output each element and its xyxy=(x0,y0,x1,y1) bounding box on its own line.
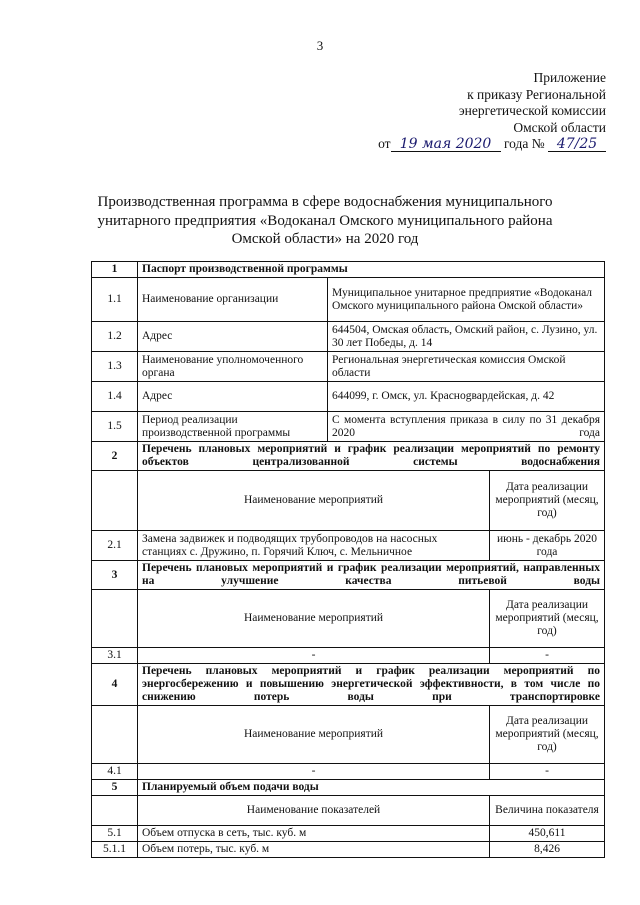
column-header-row xyxy=(92,471,605,531)
order-mid: года № xyxy=(503,136,545,151)
section-heading: Планируемый объем подачи воды xyxy=(138,780,605,796)
section-number: 5 xyxy=(92,780,138,796)
appendix-line: энергетической комиссии xyxy=(458,103,606,118)
row-name: - xyxy=(138,648,490,664)
row-value: 8,426 xyxy=(490,842,605,858)
row-number: 1.1 xyxy=(92,278,138,322)
column-header: Наименование показателей xyxy=(138,796,490,826)
table-row xyxy=(92,382,605,412)
row-number: 1.3 xyxy=(92,352,138,382)
column-header-row xyxy=(92,590,605,648)
row-label: Период реализации производственной программы xyxy=(138,412,328,442)
row-value: 644504, Омская область, Омский район, с. Лузино, ул. 30 лет Победы, д. 14 xyxy=(328,322,605,352)
row-number: 5.1.1 xyxy=(92,842,138,858)
appendix-line: Приложение xyxy=(533,70,606,85)
section-header xyxy=(92,664,605,706)
row-label: Наименование организации xyxy=(138,278,328,322)
page-number: 3 xyxy=(316,38,324,53)
section-number: 4 xyxy=(92,664,138,706)
column-header: Дата реализации мероприятий (месяц, год) xyxy=(490,590,605,648)
order-date-handwritten: 19 мая 2020 xyxy=(391,137,501,152)
column-header: Дата реализации мероприятий (месяц, год) xyxy=(490,471,605,531)
table-row xyxy=(92,412,605,442)
row-number: 1.5 xyxy=(92,412,138,442)
section-number: 1 xyxy=(92,262,138,278)
table-row xyxy=(92,764,605,780)
row-number: 1.4 xyxy=(92,382,138,412)
row-value: С момента вступления приказа в силу по 31 декабря 2020 года xyxy=(328,412,605,442)
row-name: Замена задвижек и подводящих трубопроводов на насосных станциях с. Дружино, п. Горячий Ключ, с. Мельничное xyxy=(138,531,490,561)
column-header: Величина показателя xyxy=(490,796,605,826)
table-row xyxy=(92,826,605,842)
row-value: 644099, г. Омск, ул. Краснogвардейская, д. 42 xyxy=(328,382,605,412)
row-number: 5.1 xyxy=(92,826,138,842)
row-name: - xyxy=(138,764,490,780)
section-heading: Перечень плановых мероприятий и график реализации мероприятий по ремонту объектов централизованной системы водоснабжения xyxy=(138,442,605,471)
section-header xyxy=(92,780,605,796)
column-header-row xyxy=(92,706,605,764)
section-number: 2 xyxy=(92,442,138,471)
row-label: Адрес xyxy=(138,382,328,412)
order-number-handwritten: 47/25 xyxy=(548,137,606,152)
program-table xyxy=(91,261,605,858)
row-name: Объем потерь, тыс. куб. м xyxy=(138,842,490,858)
table-row xyxy=(92,278,605,322)
row-name: Объем отпуска в сеть, тыс. куб. м xyxy=(138,826,490,842)
section-heading: Перечень плановых мероприятий и график реализации мероприятий по энергосбережению и повышению энергетической эффективности, в том числе по снижению потерь воды при транспортировке xyxy=(138,664,605,706)
section-heading: Паспорт производственной программы xyxy=(138,262,605,278)
row-number: 2.1 xyxy=(92,531,138,561)
row-label: Адрес xyxy=(138,322,328,352)
appendix-line: Омской области xyxy=(513,119,606,135)
section-number: 3 xyxy=(92,561,138,590)
table-row xyxy=(92,648,605,664)
order-prefix: от xyxy=(378,136,391,151)
table-row xyxy=(92,842,605,858)
column-header: Дата реализации мероприятий (месяц, год) xyxy=(490,706,605,764)
column-header: Наименование мероприятий xyxy=(138,590,490,648)
section-header xyxy=(92,442,605,471)
appendix-line: к приказу Региональной xyxy=(467,86,606,102)
row-number: 3.1 xyxy=(92,648,138,664)
section-heading: Перечень плановых мероприятий и график реализации мероприятий, направленных на улучшение качества питьевой воды xyxy=(138,561,605,590)
order-line xyxy=(366,136,606,153)
section-header xyxy=(92,262,605,278)
row-value: Муниципальное унитарное предприятие «Водоканал Омского муниципального района Омской области» xyxy=(328,278,605,322)
column-header-row xyxy=(92,796,605,826)
row-label: Наименование уполномоченного органа xyxy=(138,352,328,382)
table-row xyxy=(92,352,605,382)
column-header: Наименование мероприятий xyxy=(138,706,490,764)
row-date: - xyxy=(490,764,605,780)
row-value: Региональная энергетическая комиссия Омской области xyxy=(328,352,605,382)
table-row xyxy=(92,322,605,352)
section-header xyxy=(92,561,605,590)
document-title: Производственная программа в сфере водоснабжения муниципального унитарного предприятия «Водоканал Омского муниципального района Омской области» на 2020 год xyxy=(97,194,553,247)
column-header: Наименование мероприятий xyxy=(138,471,490,531)
row-date: июнь - декабрь 2020 года xyxy=(490,531,605,561)
row-value: 450,611 xyxy=(490,826,605,842)
appendix-block xyxy=(366,70,606,153)
row-date: - xyxy=(490,648,605,664)
row-number: 1.2 xyxy=(92,322,138,352)
table-row xyxy=(92,531,605,561)
row-number: 4.1 xyxy=(92,764,138,780)
